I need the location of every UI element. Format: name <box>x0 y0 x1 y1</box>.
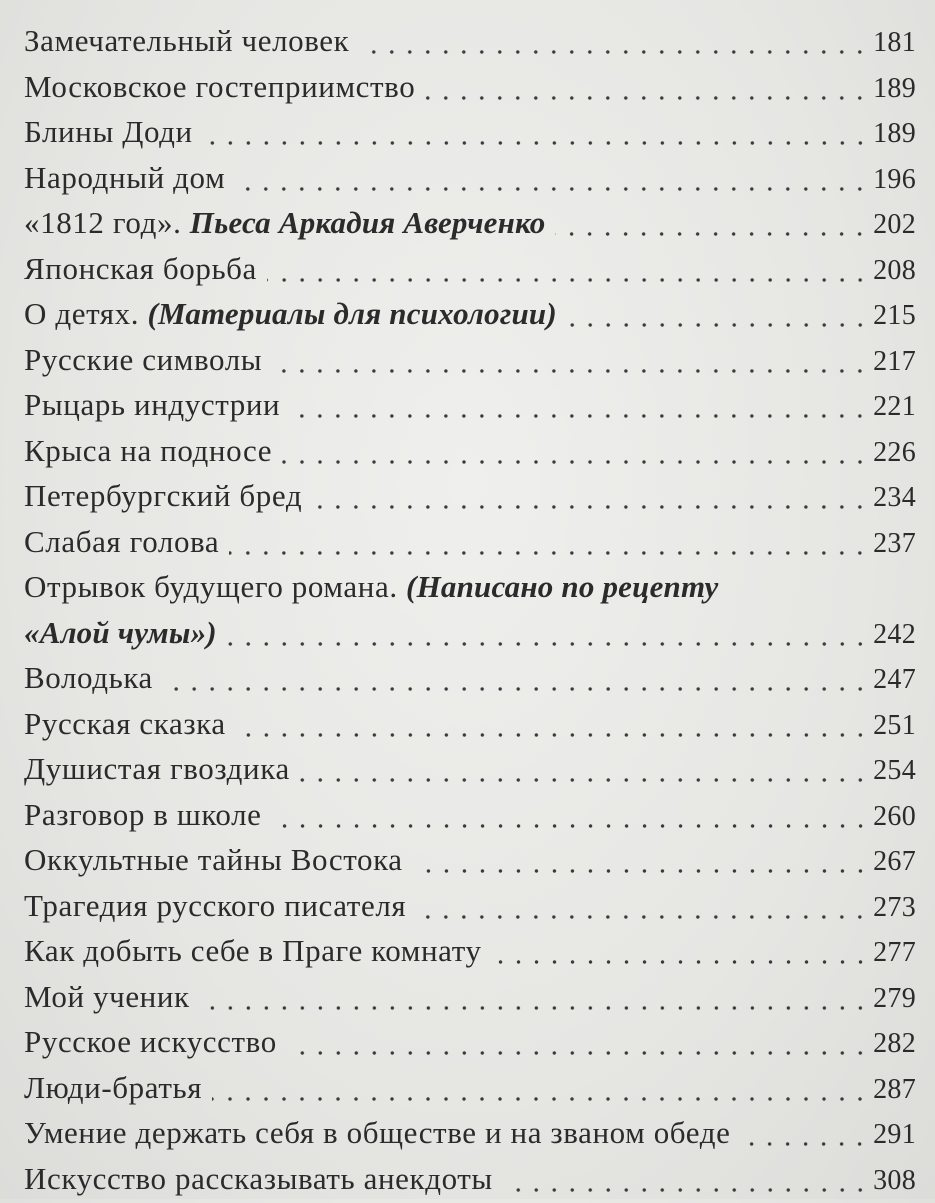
toc-entry <box>24 655 916 701</box>
page-number: 221 <box>873 384 916 430</box>
toc-entry <box>24 1156 916 1202</box>
page-number: 282 <box>873 1021 916 1067</box>
entry-title: Мой ученик <box>24 974 190 1020</box>
dot-leader <box>272 337 869 383</box>
entry-title: Душистая гвоздика <box>24 746 290 792</box>
table-of-contents <box>24 18 916 1201</box>
toc-entry <box>24 64 916 110</box>
dot-leader <box>503 1156 869 1202</box>
entry-title: Японская борьба <box>24 246 257 292</box>
toc-entry <box>24 564 916 655</box>
entry-subtitle: (Написано по рецепту <box>406 569 718 604</box>
dot-leader <box>413 837 869 883</box>
toc-entry <box>24 519 916 565</box>
entry-title-main: «1812 год». <box>24 205 181 240</box>
page-number: 189 <box>873 111 916 157</box>
toc-entry <box>24 473 916 519</box>
page-number: 237 <box>873 521 916 567</box>
dot-leader <box>290 382 869 428</box>
page-number: 247 <box>873 657 916 703</box>
toc-entry <box>24 1065 916 1111</box>
page-number: 251 <box>873 703 916 749</box>
dot-leader <box>203 109 869 155</box>
entry-title: Искусство рассказывать анекдоты <box>24 1156 493 1202</box>
page-number: 196 <box>873 157 916 203</box>
toc-entry <box>24 883 916 929</box>
page-number: 277 <box>873 930 916 976</box>
page-number: 254 <box>873 748 916 794</box>
dot-leader <box>282 428 869 474</box>
entry-title: Слабая голова <box>24 519 219 565</box>
page-number: 208 <box>873 248 916 294</box>
entry-title: Умение держать себя в обществе и на званом обеде <box>24 1110 730 1156</box>
entry-title <box>24 291 557 337</box>
entry-title-continued <box>24 610 217 656</box>
dot-leader <box>312 473 869 519</box>
page-number: 181 <box>873 20 916 66</box>
page-number: 217 <box>873 339 916 385</box>
toc-entry <box>24 928 916 974</box>
entry-title: Народный дом <box>24 155 225 201</box>
toc-entry <box>24 746 916 792</box>
page-number: 291 <box>873 1112 916 1158</box>
entry-title: Замечательный человек <box>24 18 349 64</box>
toc-entry <box>24 701 916 747</box>
page-number: 260 <box>873 794 916 840</box>
entry-subtitle: Пьеса Аркадия Аверченко <box>190 205 546 240</box>
dot-leader <box>300 746 869 792</box>
dot-leader <box>492 928 870 974</box>
dot-leader <box>267 246 869 292</box>
entry-subtitle: (Материалы для психологии) <box>147 296 556 331</box>
dot-leader <box>272 792 870 838</box>
entry-line-1 <box>24 564 916 610</box>
entry-subtitle-continued: «Алой чумы») <box>24 615 217 650</box>
dot-leader <box>200 974 869 1020</box>
dot-leader <box>287 1019 869 1065</box>
dot-leader <box>567 291 869 337</box>
toc-entry <box>24 974 916 1020</box>
dot-leader <box>235 155 869 201</box>
dot-leader <box>555 200 869 246</box>
entry-title-main: Отрывок будущего романа. <box>24 569 398 604</box>
dot-leader <box>740 1110 869 1156</box>
dot-leader <box>425 64 869 110</box>
dot-leader <box>236 701 869 747</box>
entry-title-main: О детях. <box>24 296 139 331</box>
toc-entry <box>24 155 916 201</box>
entry-title <box>24 200 545 246</box>
toc-entry <box>24 382 916 428</box>
page-number: 273 <box>873 885 916 931</box>
toc-entry <box>24 200 916 246</box>
entry-title: Володька <box>24 655 153 701</box>
entry-title: Как добыть себе в Праге комнату <box>24 928 482 974</box>
entry-title: Русское искусство <box>24 1019 277 1065</box>
toc-entry <box>24 291 916 337</box>
toc-entry <box>24 792 916 838</box>
dot-leader <box>227 610 869 656</box>
entry-title: Оккультные тайны Востока <box>24 837 403 883</box>
entry-title <box>24 564 718 610</box>
entry-title: Рыцарь индустрии <box>24 382 280 428</box>
page-number: 267 <box>873 839 916 885</box>
entry-title: Московское гостеприимство <box>24 64 415 110</box>
toc-entry <box>24 1110 916 1156</box>
toc-entry <box>24 337 916 383</box>
page-number: 308 <box>873 1158 916 1203</box>
dot-leader <box>229 519 869 565</box>
entry-title: Трагедия русского писателя <box>24 883 406 929</box>
page-number: 226 <box>873 430 916 476</box>
dot-leader <box>212 1065 869 1111</box>
dot-leader <box>416 883 869 929</box>
entry-title: Русская сказка <box>24 701 226 747</box>
entry-title: Крыса на подносе <box>24 428 272 474</box>
toc-entry <box>24 837 916 883</box>
page-number: 279 <box>873 976 916 1022</box>
entry-line-2 <box>24 610 916 656</box>
toc-entry <box>24 109 916 155</box>
entry-title: Люди-братья <box>24 1065 202 1111</box>
page-number: 202 <box>873 202 916 248</box>
entry-title: Блины Доди <box>24 109 193 155</box>
page-number: 189 <box>873 66 916 112</box>
dot-leader <box>359 18 869 64</box>
toc-entry <box>24 1019 916 1065</box>
page-number: 242 <box>873 612 916 658</box>
page-number: 287 <box>873 1067 916 1113</box>
toc-entry <box>24 18 916 64</box>
dot-leader <box>163 655 869 701</box>
toc-entry <box>24 246 916 292</box>
page-number: 234 <box>873 475 916 521</box>
entry-title: Разговор в школе <box>24 792 262 838</box>
toc-entry <box>24 428 916 474</box>
page-number: 215 <box>873 293 916 339</box>
entry-title: Петербургский бред <box>24 473 302 519</box>
entry-title: Русские символы <box>24 337 262 383</box>
